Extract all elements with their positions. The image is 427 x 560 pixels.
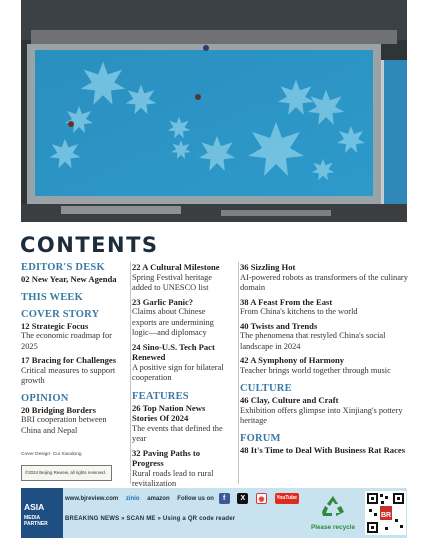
toc-entry-desc: The events that defined the year (132, 423, 223, 443)
toc-entry-desc: The economic roadmap for 2025 (21, 331, 112, 351)
asia-logo: ASIA (24, 502, 45, 512)
toc-entry-desc: Spring Festival heritage added to UNESCO list (132, 272, 213, 292)
copyright-box: ©2024 Beijing Review, all rights reserved. (21, 465, 112, 481)
toc-entry-desc: Exhibition offers glimpse into Xinjiang's pottery heritage (240, 405, 403, 425)
cover-design-credit: Cover Design: Cui Xiaodong (21, 452, 82, 457)
breaking-news-scan: BREAKING NEWS » SCAN ME » Using a QR code reader (65, 516, 236, 522)
qr-code[interactable] (365, 491, 406, 535)
toc-entry-title[interactable]: 20 Bridging Borders (21, 404, 96, 415)
section-this-week: THIS WEEK (21, 291, 84, 303)
toc-entry-title[interactable]: 22 A Cultural Milestone (132, 262, 220, 272)
toc-entry-desc: AI-powered robots as transformers of the culinary domain (240, 272, 408, 292)
zinio-link[interactable]: zinio (125, 496, 140, 503)
toc-entry-title[interactable]: 42 A Symphony of Harmony (240, 355, 345, 365)
contents-title: CONTENTS (20, 233, 159, 257)
toc-entry-title[interactable]: 38 A Feast From the East (240, 296, 333, 307)
toc-entry-desc: A positive sign for bilateral cooperation (132, 362, 224, 382)
toc-column-middle (130, 262, 231, 488)
recycle-label: Please recycle (310, 524, 356, 531)
toc-entry-title[interactable]: 48 It's Time to Deal With Business Rat Races (240, 444, 406, 455)
media-partner-label: MEDIA PARTNER (24, 515, 48, 527)
section-opinion: OPINION (21, 392, 69, 404)
toc-column-left (21, 262, 124, 436)
toc-entry-title[interactable]: 32 Paving Paths to Progress (132, 447, 201, 468)
follow-label: Follow us on (177, 496, 214, 503)
section-forum: FORUM (240, 432, 281, 444)
toc-entry-desc: Claims about Chinese exports are undermining logic—and diplomacy (132, 307, 214, 337)
toc-entry-desc: Rural roads lead to rural revitalization (132, 468, 214, 488)
toc-entry-title[interactable]: 26 Top Nation News Stories Of 2024 (132, 402, 206, 423)
x-icon[interactable]: X (237, 493, 248, 504)
weibo-icon[interactable]: ◉ (256, 493, 267, 504)
toc-entry-title[interactable]: 24 Sino-U.S. Tech Pact Renewed (132, 341, 215, 362)
toc-entry-desc: Teacher brings world together through music (240, 365, 391, 375)
toc-entry-title[interactable]: 02 New Year, New Agenda (21, 274, 117, 284)
toc-entry-desc: BRI cooperation between China and Nepal (21, 415, 107, 435)
toc-entry-title[interactable]: 23 Garlic Panic? (132, 296, 194, 307)
facebook-icon[interactable]: f (219, 493, 230, 504)
website-link[interactable]: www.bjreview.com (65, 496, 119, 503)
cover-photo (21, 0, 407, 222)
toc-entry-title[interactable]: 46 Clay, Culture and Craft (240, 395, 339, 405)
footer-banner (21, 488, 407, 538)
toc-entry-title[interactable]: 40 Twists and Trends (240, 320, 318, 331)
section-culture: CULTURE (240, 383, 292, 394)
toc-entry-title[interactable]: 36 Sizzling Hot (240, 262, 296, 272)
toc-entry-title[interactable]: 17 Bracing for Challenges (21, 355, 117, 365)
toc-entry-desc: The phenomena that restyled China's social landscape in 2024 (240, 331, 386, 351)
amazon-link[interactable]: amazon (147, 496, 170, 503)
toc-entry-title[interactable]: 12 Strategic Focus (21, 320, 89, 331)
recycle-icon (320, 494, 346, 518)
recycle-badge (309, 494, 357, 534)
section-editors-desk: EDITOR'S DESK (21, 262, 105, 273)
asia-media-partner[interactable] (21, 488, 63, 538)
toc-entry-desc: From China's kitchens to the world (240, 307, 358, 316)
toc-column-right (238, 262, 408, 484)
section-cover-story: COVER STORY (21, 308, 100, 320)
footer-links (65, 493, 305, 504)
svg-text:BR: BR (380, 512, 392, 519)
toc-entry-desc: Critical measures to support growth (21, 365, 116, 385)
youtube-icon[interactable]: YouTube (275, 493, 299, 504)
section-features: FEATURES (132, 390, 189, 402)
